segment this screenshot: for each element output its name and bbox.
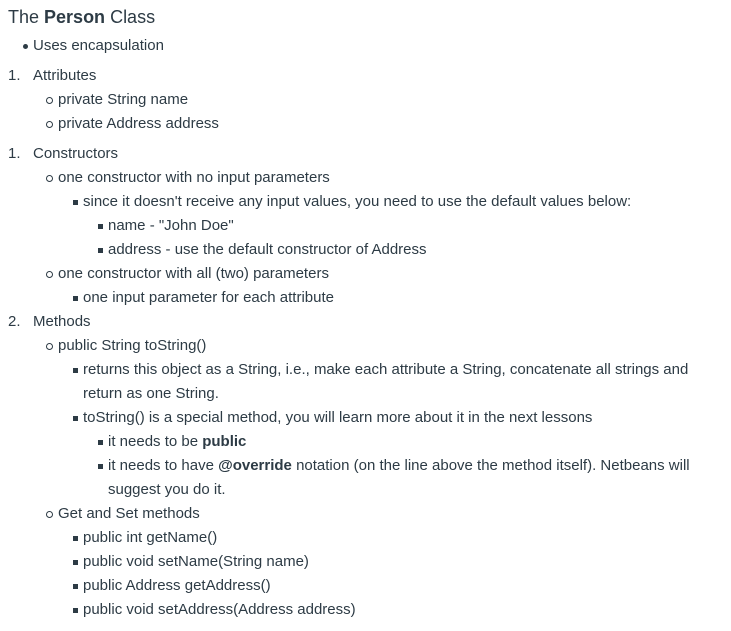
bullet-square-icon xyxy=(58,190,78,214)
list-item: private Address address xyxy=(8,112,728,136)
document xyxy=(8,4,728,622)
bullet-square-icon xyxy=(58,550,78,574)
list-number: 1. xyxy=(8,145,21,162)
bullet-circle-icon xyxy=(33,112,53,136)
list-item: public Address getAddress() xyxy=(8,574,728,598)
bullet-square-icon xyxy=(58,574,78,598)
list-item: since it doesn't receive any input values, you need to use the default values below: xyxy=(8,190,728,214)
bullet-square-icon xyxy=(58,526,78,550)
bullet-square-icon xyxy=(83,454,103,478)
page-title: The Person Class xyxy=(8,7,156,27)
list-item: it needs to have @override notation (on the line above the method itself). Netbeans will suggest you do it. xyxy=(8,454,728,502)
bullet-circle-icon xyxy=(33,502,53,526)
list-item: it needs to be public xyxy=(8,430,728,454)
bullet-square-icon xyxy=(83,430,103,454)
bullet-circle-icon xyxy=(33,334,53,358)
list-number: 2. xyxy=(8,313,21,330)
bullet-square-icon xyxy=(58,598,78,622)
list-item: one constructor with all (two) parameters xyxy=(8,262,728,286)
list-item: public void setAddress(Address address) xyxy=(8,598,728,622)
list-item: public String toString() xyxy=(8,334,728,358)
list-item: toString() is a special method, you will learn more about it in the next lessons xyxy=(8,406,728,430)
list-item: one constructor with no input parameters xyxy=(8,166,728,190)
bullet-square-icon xyxy=(58,286,78,310)
list-item: returns this object as a String, i.e., make each attribute a String, concatenate all strings and return as one String. xyxy=(8,358,728,406)
section-constructors-heading: 1. Constructors xyxy=(8,142,728,166)
section-attributes-heading: 1. Attributes xyxy=(8,64,728,88)
section-methods-heading: 2. Methods xyxy=(8,310,728,334)
bullet-square-icon xyxy=(83,238,103,262)
list-item: address - use the default constructor of Address xyxy=(8,238,728,262)
title-class-name: Person xyxy=(44,7,106,27)
bullet-square-icon xyxy=(58,358,78,382)
bullet-dot-icon xyxy=(8,34,28,58)
list-item: public int getName() xyxy=(8,526,728,550)
bullet-square-icon xyxy=(83,214,103,238)
list-item: public void setName(String name) xyxy=(8,550,728,574)
list-item: name - "John Doe" xyxy=(8,214,728,238)
bullet-circle-icon xyxy=(33,262,53,286)
bullet-circle-icon xyxy=(33,166,53,190)
bullet-circle-icon xyxy=(33,88,53,112)
list-item: one input parameter for each attribute xyxy=(8,286,728,310)
list-number: 1. xyxy=(8,67,21,84)
list-item: private String name xyxy=(8,88,728,112)
bullet-square-icon xyxy=(58,406,78,430)
list-item: Uses encapsulation xyxy=(8,34,728,58)
list-item: Get and Set methods xyxy=(8,502,728,526)
